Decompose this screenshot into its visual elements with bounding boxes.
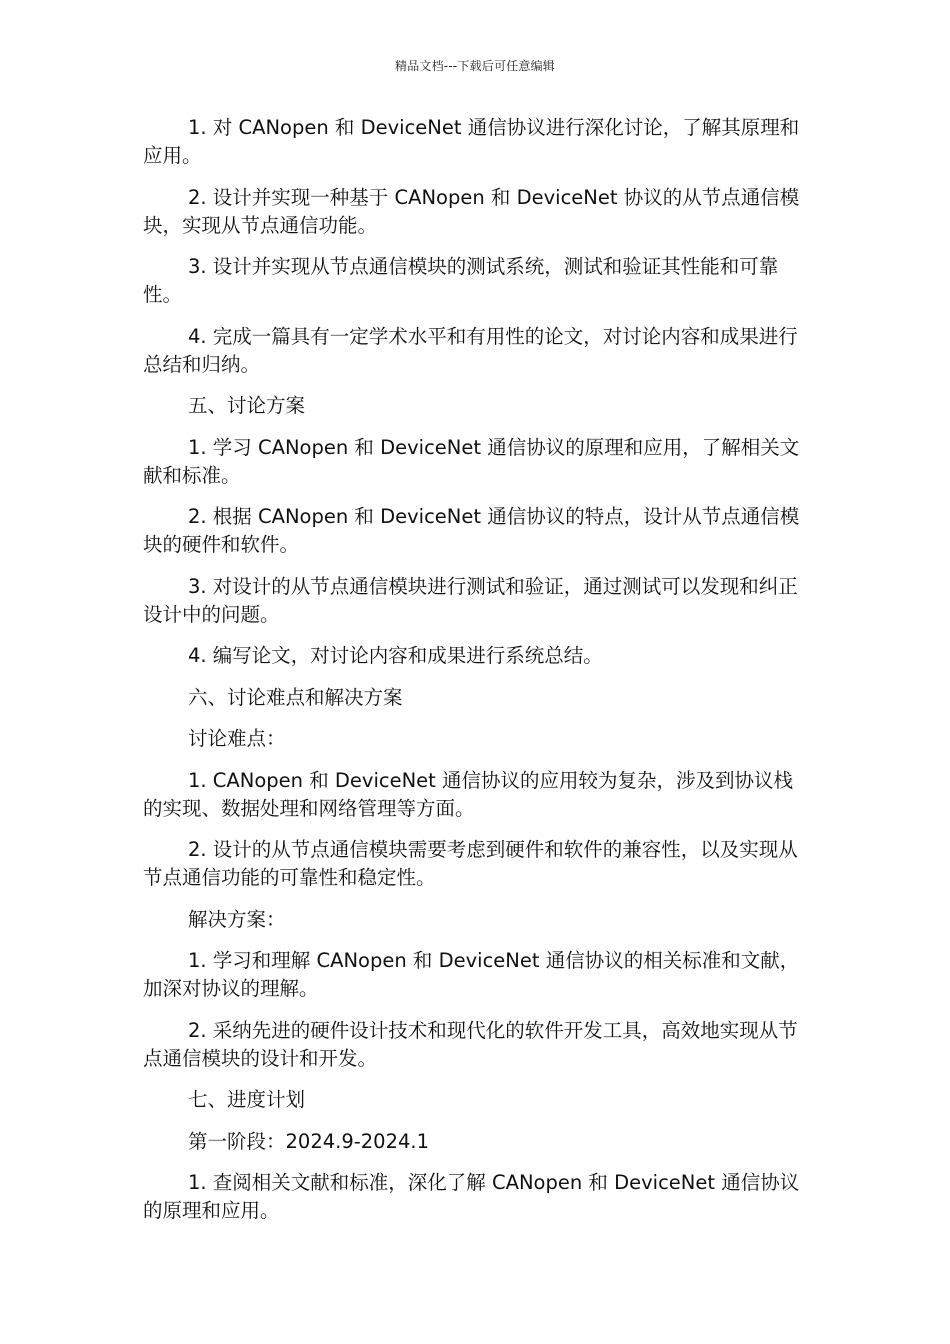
section-heading-schedule: 七、进度计划 xyxy=(188,1088,306,1111)
section-heading-difficulties: 六、讨论难点和解决方案 xyxy=(188,685,403,709)
schedule-phase-1: 第一阶段：2024.9-2024.1 xyxy=(188,1129,429,1153)
paragraph-objective-3: 3. 设计并实现从节点通信模块的测试系统，测试和验证其性能和可靠性。 xyxy=(143,255,779,306)
paragraph-solution-2: 2. 采纳先进的硬件设计技术和现代化的软件开发工具，高效地实现从节点通信模块的设计和开发。 xyxy=(143,1018,798,1070)
section-heading-plan: 五、讨论方案 xyxy=(188,394,306,417)
page-header: 精品文档---下载后可任意编辑 xyxy=(395,59,555,73)
paragraph-solution-1: 1. 学习和理解 CANopen 和 DeviceNet 通信协议的相关标准和文献，加深对协议的理解。 xyxy=(143,949,800,1000)
paragraph-objective-4: 4. 完成一篇具有一定学术水平和有用性的论文，对讨论内容和成果进行总结和归纳。 xyxy=(143,324,798,376)
paragraph-objective-2: 2. 设计并实现一种基于 CANopen 和 DeviceNet 协议的从节点通信模块，实现从节点通信功能。 xyxy=(143,185,800,237)
paragraph-schedule-1: 1. 查阅相关文献和标准，深化了解 CANopen 和 DeviceNet 通信协议的原理和应用。 xyxy=(143,1171,800,1222)
paragraph-difficulty-2: 2. 设计的从节点通信模块需要考虑到硬件和软件的兼容性，以及实现从节点通信功能的可靠性和稳定性。 xyxy=(143,838,798,889)
subheading-solutions: 解决方案： xyxy=(188,907,286,931)
paragraph-plan-2: 2. 根据 CANopen 和 DeviceNet 通信协议的特点，设计从节点通信模块的硬件和软件。 xyxy=(143,505,800,556)
paragraph-difficulty-1: 1. CANopen 和 DeviceNet 通信协议的应用较为复杂，涉及到协议栈的实现、数据处理和网络管理等方面。 xyxy=(143,768,794,820)
subheading-difficulties: 讨论难点： xyxy=(188,727,286,750)
paragraph-plan-1: 1. 学习 CANopen 和 DeviceNet 通信协议的原理和应用，了解相关文献和标准。 xyxy=(143,435,800,487)
paragraph-plan-3: 3. 对设计的从节点通信模块进行测试和验证，通过测试可以发现和纠正设计中的问题。 xyxy=(143,574,798,626)
document-body xyxy=(143,114,811,1239)
paragraph-plan-4: 4. 编写论文，对讨论内容和成果进行系统总结。 xyxy=(188,644,603,667)
paragraph-objective-1: 1. 对 CANopen 和 DeviceNet 通信协议进行深化讨论，了解其原理和应用。 xyxy=(143,116,800,167)
